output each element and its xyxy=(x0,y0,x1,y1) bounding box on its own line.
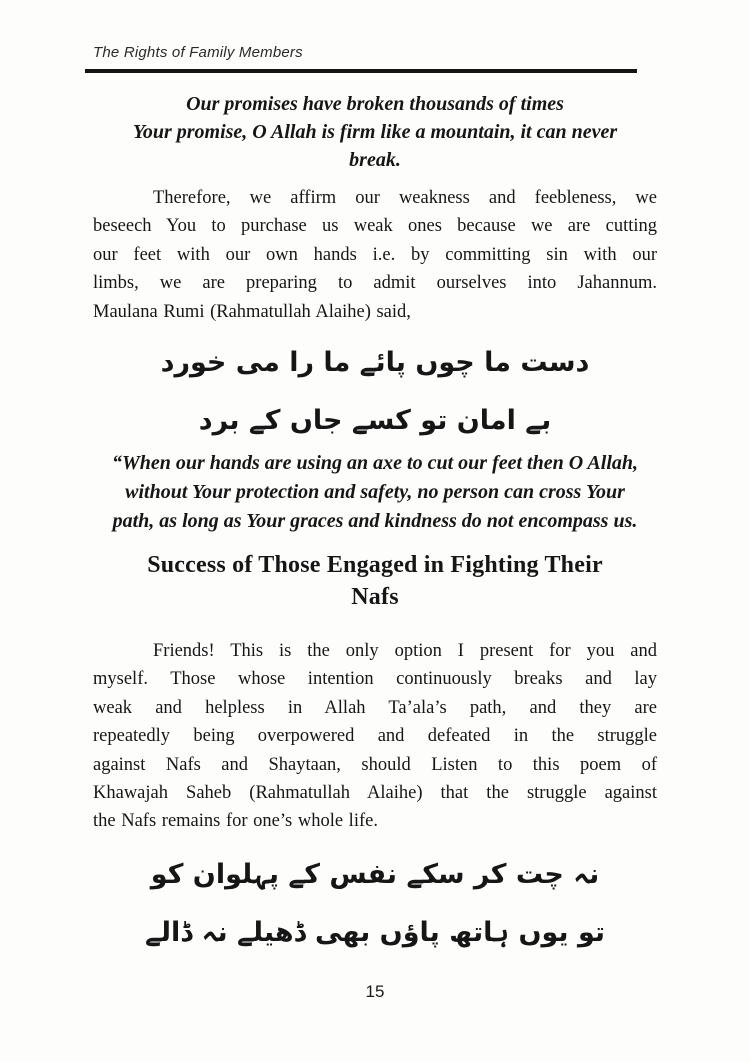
page-number: 15 xyxy=(365,982,385,1001)
text-line: the Nafs remains for one’s whole life. xyxy=(93,811,378,832)
text-line: دست ما چوں پائے ما را می خورد xyxy=(160,346,590,378)
text-line: our feet with our own hands i.e. by committing sin with our xyxy=(93,244,657,265)
persian-couplet xyxy=(93,333,657,449)
paragraph-second xyxy=(93,637,657,836)
text-line: without Your protection and safety, no person can cross Your xyxy=(125,481,625,504)
paragraph-first xyxy=(93,184,657,326)
text-line: تو یوں ہاتھ پاؤں بھی ڈھیلے نہ ڈالے xyxy=(145,917,606,949)
text-line: limbs, we are preparing to admit ourselves into Jahannum. xyxy=(93,273,657,294)
running-header xyxy=(93,44,657,73)
text-line: بے امان تو کسے جاں کے برد xyxy=(198,404,552,436)
text-line: نہ چت کر سکے نفس کے پہلوان کو xyxy=(150,859,600,891)
opening-verse xyxy=(93,90,657,174)
urdu-couplet xyxy=(93,846,657,962)
section-heading xyxy=(93,549,657,613)
header-rule xyxy=(85,69,637,73)
text-line: Therefore, we affirm our weakness and feebleness, we xyxy=(153,188,657,208)
text-line: break. xyxy=(349,149,401,171)
text-line: myself. Those whose intention continuously breaks and lay xyxy=(93,669,657,690)
text-line: Friends! This is the only option I present for you and xyxy=(153,641,657,662)
text-line: Success of Those Engaged in Fighting Their xyxy=(147,552,603,579)
text-line: Your promise, O Allah is firm like a mountain, it can never xyxy=(132,121,618,143)
couplet-translation xyxy=(93,449,657,536)
running-header-title: The Rights of Family Members xyxy=(93,44,303,61)
text-line: weak and helpless in Allah Ta’ala’s path, and they are xyxy=(93,697,657,718)
text-line: repeatedly being overpowered and defeated in the struggle xyxy=(93,726,657,747)
text-line: Maulana Rumi (Rahmatullah Alaihe) said, xyxy=(93,301,411,322)
text-line: Nafs xyxy=(351,584,399,611)
text-line: path, as long as Your graces and kindness do not encompass us. xyxy=(112,510,638,533)
text-line: against Nafs and Shaytaan, should Listen to this poem of xyxy=(93,754,657,775)
text-line: “When our hands are using an axe to cut our feet then O Allah, xyxy=(111,452,639,475)
text-line: Our promises have broken thousands of times xyxy=(186,93,564,115)
text-line: Khawajah Saheb (Rahmatullah Alaihe) that the struggle against xyxy=(93,783,657,804)
text-line: beseech You to purchase us weak ones because we are cutting xyxy=(93,216,657,237)
